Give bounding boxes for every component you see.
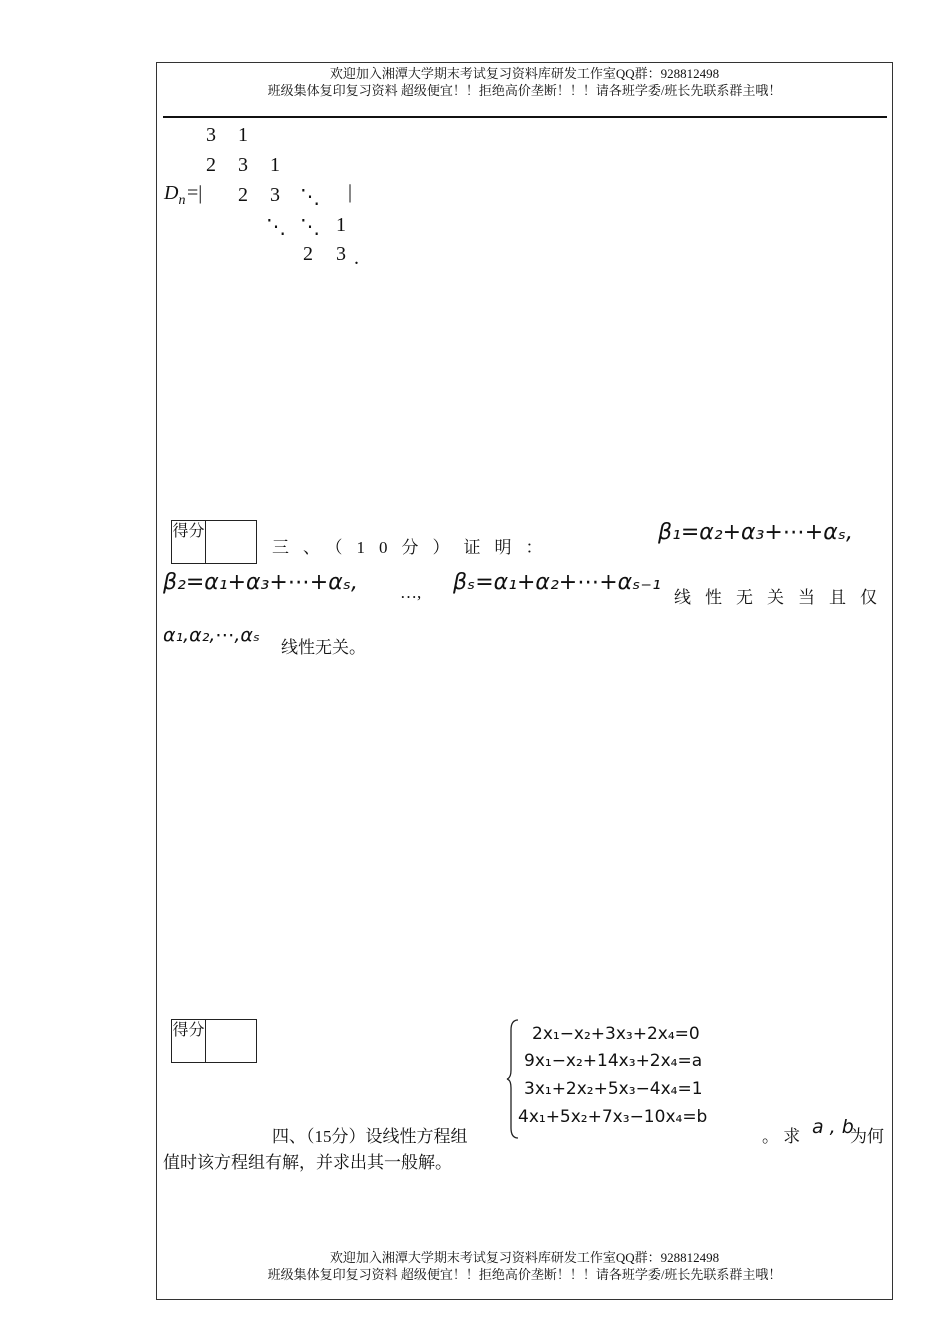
det-label: $D_n$ (164, 182, 186, 208)
q4-equation: 9x₁−x₂+14x₃+2x₄=a (524, 1051, 703, 1071)
q4-intro: 四、（15分）设线性方程组 (272, 1127, 468, 1146)
q3-beta1: β₁=α₂+α₃+⋯+αₛ, (658, 520, 853, 545)
score-label: 得分 (172, 521, 206, 563)
det-entry: ⋱ (300, 216, 320, 238)
det-entry: 3 (270, 184, 280, 206)
det-entry: 1 (238, 124, 248, 146)
q3-tail2: 线性无关。 (281, 638, 366, 657)
det-entry: 1 (270, 154, 280, 176)
q3-ellipsis: …, (400, 583, 422, 602)
q4-equation: 2x₁−x₂+3x₃+2x₄=0 (532, 1024, 700, 1044)
footer-line-2: 班级集体复印复习资料 超级便宜！！拒绝高价垄断！！！请各班学委/班长先联系群主哦！ (267, 1267, 782, 1282)
score-box (171, 1019, 257, 1063)
det-period: . (354, 247, 359, 269)
header-line-2: 班级集体复印复习资料 超级便宜！！拒绝高价垄断！！！请各班学委/班长先联系群主哦！ (267, 83, 782, 98)
q4-after: 。 求 (762, 1127, 801, 1146)
det-entry: 3 (336, 243, 346, 265)
header-rule (163, 116, 887, 118)
q3-betas: βₛ=α₁+α₂+⋯+αₛ₋₁ (453, 570, 661, 595)
q4-ab: a , b (812, 1116, 854, 1138)
q3-intro: 三、（10分）证明： (272, 538, 557, 557)
q4-tail2: 值时该方程组有解，并求出其一般解。 (163, 1153, 452, 1172)
det-entry: 3 (206, 124, 216, 146)
q3-tail1: 线性无关当且仅 (674, 588, 891, 607)
q4-tail1: 为何 (850, 1127, 884, 1146)
det-entry: 3 (238, 154, 248, 176)
footer-line-1: 欢迎加入湘潭大学期末考试复习资料库研发工作室QQ群：928812498 (329, 1250, 720, 1265)
det-entry: 2 (303, 243, 313, 265)
header-line-1: 欢迎加入湘潭大学期末考试复习资料库研发工作室QQ群：928812498 (329, 66, 720, 81)
det-right-bar: | (348, 181, 353, 203)
det-entry: 2 (238, 184, 248, 206)
score-label: 得分 (172, 1020, 206, 1062)
q3-beta2: β₂=α₁+α₃+⋯+αₛ, (163, 570, 358, 595)
score-box (171, 520, 257, 564)
q3-alphas: α₁,α₂,⋯,αₛ (163, 624, 261, 646)
q4-equation: 3x₁+2x₂+5x₃−4x₄=1 (524, 1079, 703, 1099)
det-entry: ⋱ (266, 216, 286, 238)
q4-equation: 4x₁+5x₂+7x₃−10x₄=b (518, 1107, 708, 1127)
det-entry: 1 (336, 214, 346, 236)
det-entry: 2 (206, 154, 216, 176)
det-eq-bar: =| (187, 182, 203, 204)
det-entry: ⋱ (300, 186, 320, 208)
